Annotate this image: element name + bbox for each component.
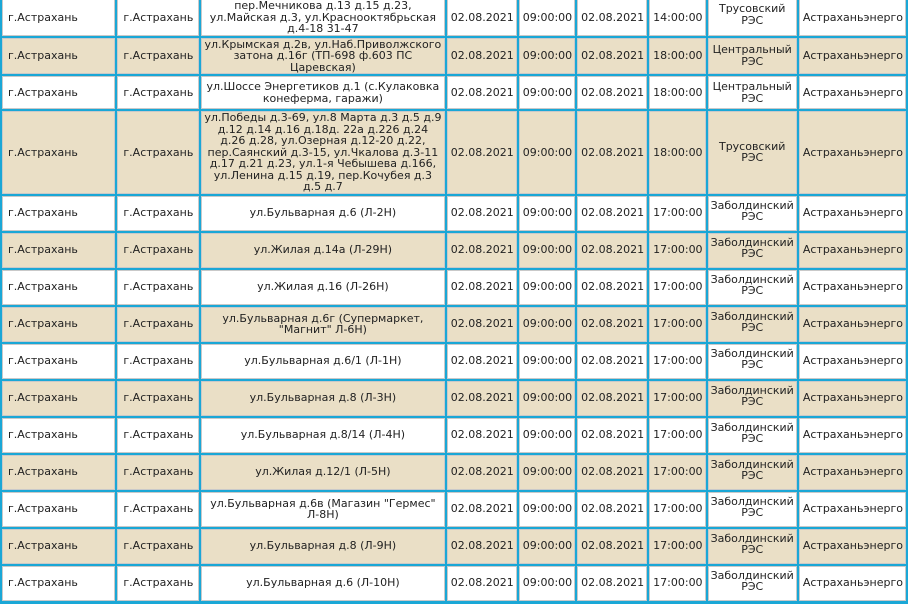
res-cell: Заболдинский РЭС	[708, 270, 797, 305]
table-row	[2, 418, 906, 453]
end-time-cell: 18:00:00	[649, 111, 705, 194]
start-date-cell: 02.08.2021	[447, 381, 517, 416]
end-date-cell: 02.08.2021	[577, 233, 647, 268]
table-row	[2, 492, 906, 527]
city-cell: г.Астрахань	[2, 38, 115, 75]
address-cell: ул.Бульварная д.8 (Л-9Н)	[201, 529, 445, 564]
city-cell: г.Астрахань	[2, 566, 115, 601]
address-cell: ул.Жилая д.12/1 (Л-5Н)	[201, 455, 445, 490]
start-date-cell: 02.08.2021	[447, 111, 517, 194]
city-cell: г.Астрахань	[2, 381, 115, 416]
organization-cell: Астраханьэнерго	[799, 38, 906, 75]
city-cell: г.Астрахань	[2, 344, 115, 379]
end-date-cell: 02.08.2021	[577, 38, 647, 75]
address-cell: ул.Бульварная д.8 (Л-3Н)	[201, 381, 445, 416]
table-row	[2, 566, 906, 601]
start-date-cell: 02.08.2021	[447, 307, 517, 342]
address-cell: ул.Крымская д.2в, ул.Наб.Приволжского затона д.16г (ТП-698 ф.603 ПС Царевская)	[201, 38, 445, 75]
address-cell: ул.Шоссе Энергетиков д.1 (с.Кулаковка конеферма, гаражи)	[201, 76, 445, 109]
locality-cell: г.Астрахань	[117, 196, 199, 231]
locality-cell: г.Астрахань	[117, 76, 199, 109]
city-cell: г.Астрахань	[2, 455, 115, 490]
address-cell: ул.Бульварная д.6в (Магазин "Гермес" Л-8Н)	[201, 492, 445, 527]
end-time-cell: 17:00:00	[649, 270, 705, 305]
organization-cell: Астраханьэнерго	[799, 566, 906, 601]
start-date-cell: 02.08.2021	[447, 76, 517, 109]
address-cell: ул.Бульварная д.6г (Супермаркет, "Магнит" Л-6Н)	[201, 307, 445, 342]
end-date-cell: 02.08.2021	[577, 566, 647, 601]
table-row	[2, 455, 906, 490]
locality-cell: г.Астрахань	[117, 566, 199, 601]
city-cell: г.Астрахань	[2, 0, 115, 36]
organization-cell: Астраханьэнерго	[799, 270, 906, 305]
start-time-cell: 09:00:00	[519, 455, 575, 490]
locality-cell: г.Астрахань	[117, 455, 199, 490]
organization-cell: Астраханьэнерго	[799, 196, 906, 231]
start-time-cell: 09:00:00	[519, 196, 575, 231]
address-cell: ул.Бульварная д.8/14 (Л-4Н)	[201, 418, 445, 453]
locality-cell: г.Астрахань	[117, 529, 199, 564]
locality-cell: г.Астрахань	[117, 381, 199, 416]
res-cell: Заболдинский РЭС	[708, 196, 797, 231]
res-cell: Трусовский РЭС	[708, 111, 797, 194]
table-row	[2, 76, 906, 109]
start-time-cell: 09:00:00	[519, 566, 575, 601]
locality-cell: г.Астрахань	[117, 344, 199, 379]
res-cell: Заболдинский РЭС	[708, 455, 797, 490]
start-time-cell: 09:00:00	[519, 38, 575, 75]
res-cell: Трусовский РЭС	[708, 0, 797, 36]
organization-cell: Астраханьэнерго	[799, 307, 906, 342]
table-row	[2, 270, 906, 305]
end-date-cell: 02.08.2021	[577, 76, 647, 109]
locality-cell: г.Астрахань	[117, 270, 199, 305]
start-date-cell: 02.08.2021	[447, 566, 517, 601]
locality-cell: г.Астрахань	[117, 418, 199, 453]
table-row	[2, 529, 906, 564]
res-cell: Заболдинский РЭС	[708, 344, 797, 379]
organization-cell: Астраханьэнерго	[799, 455, 906, 490]
start-date-cell: 02.08.2021	[447, 455, 517, 490]
address-cell: пер.Мечникова д.13 д.15 д.23, ул.Майская д.3, ул.Краснооктябрьская д.4-18 31-47	[201, 0, 445, 36]
city-cell: г.Астрахань	[2, 492, 115, 527]
organization-cell: Астраханьэнерго	[799, 111, 906, 194]
organization-cell: Астраханьэнерго	[799, 492, 906, 527]
res-cell: Центральный РЭС	[708, 38, 797, 75]
end-time-cell: 17:00:00	[649, 455, 705, 490]
end-time-cell: 18:00:00	[649, 76, 705, 109]
table-row	[2, 233, 906, 268]
city-cell: г.Астрахань	[2, 233, 115, 268]
start-date-cell: 02.08.2021	[447, 38, 517, 75]
locality-cell: г.Астрахань	[117, 307, 199, 342]
res-cell: Заболдинский РЭС	[708, 529, 797, 564]
table-row	[2, 381, 906, 416]
start-time-cell: 09:00:00	[519, 307, 575, 342]
end-time-cell: 17:00:00	[649, 529, 705, 564]
end-date-cell: 02.08.2021	[577, 270, 647, 305]
locality-cell: г.Астрахань	[117, 0, 199, 36]
table-row	[2, 38, 906, 75]
start-date-cell: 02.08.2021	[447, 492, 517, 527]
end-date-cell: 02.08.2021	[577, 529, 647, 564]
start-date-cell: 02.08.2021	[447, 196, 517, 231]
start-time-cell: 09:00:00	[519, 418, 575, 453]
start-time-cell: 09:00:00	[519, 111, 575, 194]
locality-cell: г.Астрахань	[117, 38, 199, 75]
end-time-cell: 17:00:00	[649, 196, 705, 231]
end-date-cell: 02.08.2021	[577, 455, 647, 490]
organization-cell: Астраханьэнерго	[799, 418, 906, 453]
start-time-cell: 09:00:00	[519, 492, 575, 527]
res-cell: Заболдинский РЭС	[708, 307, 797, 342]
table-row	[2, 307, 906, 342]
organization-cell: Астраханьэнерго	[799, 344, 906, 379]
city-cell: г.Астрахань	[2, 196, 115, 231]
table-row	[2, 344, 906, 379]
end-time-cell: 18:00:00	[649, 38, 705, 75]
end-date-cell: 02.08.2021	[577, 0, 647, 36]
city-cell: г.Астрахань	[2, 529, 115, 564]
end-date-cell: 02.08.2021	[577, 418, 647, 453]
start-time-cell: 09:00:00	[519, 529, 575, 564]
address-cell: ул.Победы д.3-69, ул.8 Марта д.3 д.5 д.9 д.12 д.14 д.16 д.18д. 22а д.226 д.24 д.26 д.28, ул.Озерная д.12-20 д.22, пер.Саянский д.3-15, ул.Чкалова д.3-11 д.17 д.21 д.23, ул.1-я Чебышева д.166, ул.Ленина д.15 д.19, пер.Кочубея д.3 д.5 д.7	[201, 111, 445, 194]
res-cell: Заболдинский РЭС	[708, 381, 797, 416]
res-cell: Центральный РЭС	[708, 76, 797, 109]
organization-cell: Астраханьэнерго	[799, 76, 906, 109]
end-time-cell: 17:00:00	[649, 492, 705, 527]
start-time-cell: 09:00:00	[519, 233, 575, 268]
end-time-cell: 17:00:00	[649, 566, 705, 601]
address-cell: ул.Бульварная д.6 (Л-10Н)	[201, 566, 445, 601]
start-date-cell: 02.08.2021	[447, 418, 517, 453]
start-time-cell: 09:00:00	[519, 0, 575, 36]
city-cell: г.Астрахань	[2, 111, 115, 194]
address-cell: ул.Жилая д.14а (Л-29Н)	[201, 233, 445, 268]
start-date-cell: 02.08.2021	[447, 0, 517, 36]
res-cell: Заболдинский РЭС	[708, 418, 797, 453]
end-time-cell: 14:00:00	[649, 0, 705, 36]
start-time-cell: 09:00:00	[519, 381, 575, 416]
address-cell: ул.Бульварная д.6/1 (Л-1Н)	[201, 344, 445, 379]
city-cell: г.Астрахань	[2, 307, 115, 342]
end-time-cell: 17:00:00	[649, 307, 705, 342]
table-row	[2, 0, 906, 36]
end-date-cell: 02.08.2021	[577, 381, 647, 416]
city-cell: г.Астрахань	[2, 76, 115, 109]
start-date-cell: 02.08.2021	[447, 233, 517, 268]
start-date-cell: 02.08.2021	[447, 529, 517, 564]
address-cell: ул.Бульварная д.6 (Л-2Н)	[201, 196, 445, 231]
end-time-cell: 17:00:00	[649, 418, 705, 453]
locality-cell: г.Астрахань	[117, 233, 199, 268]
locality-cell: г.Астрахань	[117, 492, 199, 527]
start-time-cell: 09:00:00	[519, 76, 575, 109]
end-date-cell: 02.08.2021	[577, 492, 647, 527]
address-cell: ул.Жилая д.16 (Л-26Н)	[201, 270, 445, 305]
end-date-cell: 02.08.2021	[577, 196, 647, 231]
start-date-cell: 02.08.2021	[447, 270, 517, 305]
table-row	[2, 196, 906, 231]
end-time-cell: 17:00:00	[649, 344, 705, 379]
organization-cell: Астраханьэнерго	[799, 0, 906, 36]
end-date-cell: 02.08.2021	[577, 111, 647, 194]
city-cell: г.Астрахань	[2, 418, 115, 453]
start-time-cell: 09:00:00	[519, 270, 575, 305]
organization-cell: Астраханьэнерго	[799, 529, 906, 564]
organization-cell: Астраханьэнерго	[799, 381, 906, 416]
res-cell: Заболдинский РЭС	[708, 492, 797, 527]
start-time-cell: 09:00:00	[519, 344, 575, 379]
end-date-cell: 02.08.2021	[577, 307, 647, 342]
start-date-cell: 02.08.2021	[447, 344, 517, 379]
end-date-cell: 02.08.2021	[577, 344, 647, 379]
locality-cell: г.Астрахань	[117, 111, 199, 194]
organization-cell: Астраханьэнерго	[799, 233, 906, 268]
end-time-cell: 17:00:00	[649, 233, 705, 268]
table-row	[2, 111, 906, 194]
res-cell: Заболдинский РЭС	[708, 233, 797, 268]
res-cell: Заболдинский РЭС	[708, 566, 797, 601]
city-cell: г.Астрахань	[2, 270, 115, 305]
end-time-cell: 17:00:00	[649, 381, 705, 416]
